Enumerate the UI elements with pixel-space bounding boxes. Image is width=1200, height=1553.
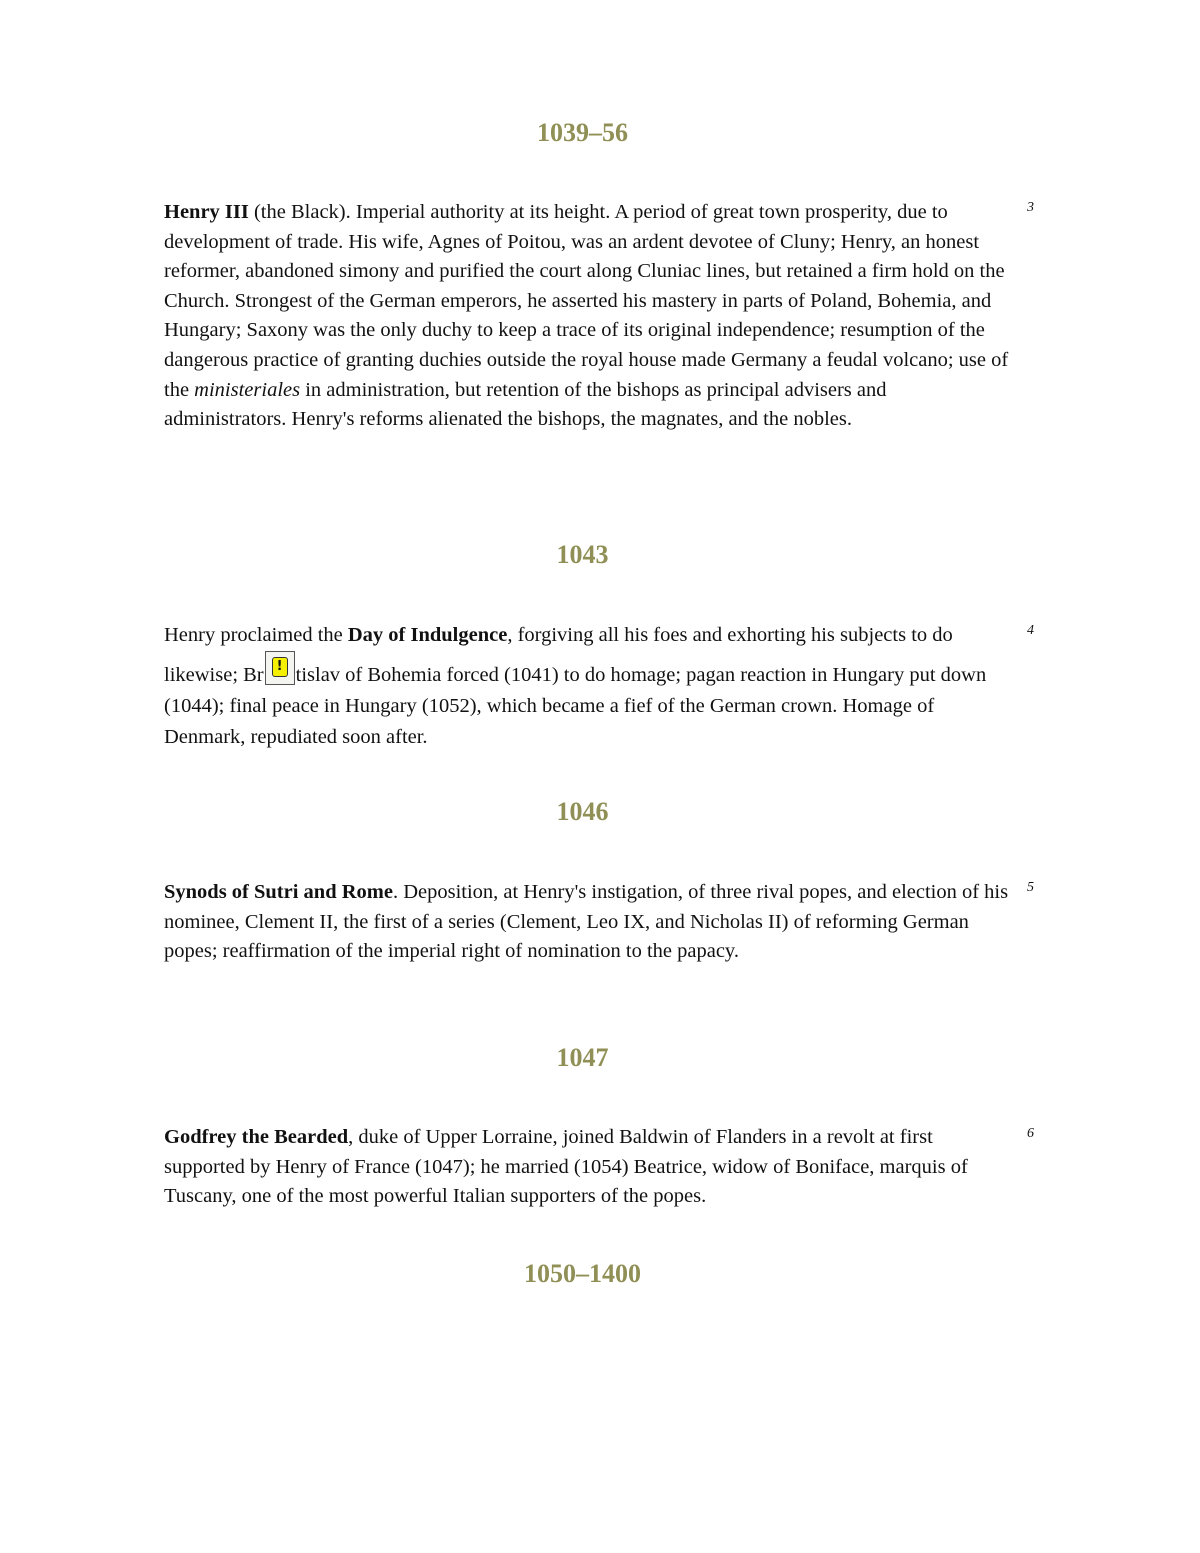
paragraph-number: 4 xyxy=(1027,623,1034,638)
paragraph-text: tislav of Bohemia forced (1041) to do homage; pagan reaction in Hungary put down (1044); final peace in Hungary (1052), which became a fief of the German crown. Homage of Denmark, repudiated soon after. xyxy=(164,664,987,748)
paragraph-text: , forgiving all his foes and exhorting his subjects to do likewise; Br xyxy=(164,624,953,686)
paragraph-text: in administration, but retention of the bishops as principal advisers and administrators. Henry's reforms alienated the bishops, the magnates, and the nobles. xyxy=(164,378,887,431)
section-heading-1043: 1043 xyxy=(556,540,609,569)
section-heading-1039-56: 1039–56 xyxy=(537,118,628,147)
italic-term: ministeriales xyxy=(194,378,301,401)
paragraph-henry-iii xyxy=(164,198,1014,435)
paragraph-text: . Deposition, at Henry's instigation, of three rival popes, and election of his nominee, Clement II, the first of a series (Clement, Leo IX, and Nicholas II) of reforming German popes; reaffirmation of the imperial right of nomination to the papacy. xyxy=(164,881,1009,963)
section-heading-1050-1400: 1050–1400 xyxy=(524,1259,641,1288)
paragraph-text: (the Black). Imperial authority at its height. A period of great town prosperity, due to development of trade. His wife, Agnes of Poitou, was an ardent devotee of Cluny; Henry, an honest reformer, abandoned simony and purified the court along Cluniac lines, but retained a firm hold on the Church. Strongest of the German emperors, he asserted his mastery in parts of Poland, Bohemia, and Hungary; Saxony was the only duchy to keep a trace of its original independence; resumption of the dangerous practice of granting duchies outside the royal house made Germany a feudal volcano; use of the xyxy=(164,201,1009,401)
paragraph-day-of-indulgence xyxy=(164,620,1014,753)
section-heading-1047: 1047 xyxy=(556,1043,609,1072)
paragraph-synods xyxy=(164,878,1014,967)
section-heading-1046: 1046 xyxy=(556,797,609,826)
paragraph-number: 5 xyxy=(1027,880,1034,895)
paragraph-text: Henry proclaimed the xyxy=(164,624,348,646)
bold-lead-term: Henry III xyxy=(164,201,249,223)
warning-icon[interactable] xyxy=(265,651,295,685)
paragraph-text: , duke of Upper Lorraine, joined Baldwin of Flanders in a revolt at first supported by Henry of France (1047); he married (1054) Beatrice, widow of Boniface, marquis of Tuscany, one of the most powerful Italian supporters of the popes. xyxy=(164,1126,968,1208)
bold-lead-term: Day of Indulgence xyxy=(347,624,508,646)
bold-lead-term: Godfrey the Bearded xyxy=(164,1126,349,1148)
paragraph-godfrey xyxy=(164,1123,1014,1212)
bold-lead-term: Synods of Sutri and Rome xyxy=(164,881,393,903)
exclamation-icon: ! xyxy=(272,657,288,677)
paragraph-number: 6 xyxy=(1027,1126,1034,1141)
paragraph-number: 3 xyxy=(1027,200,1034,215)
